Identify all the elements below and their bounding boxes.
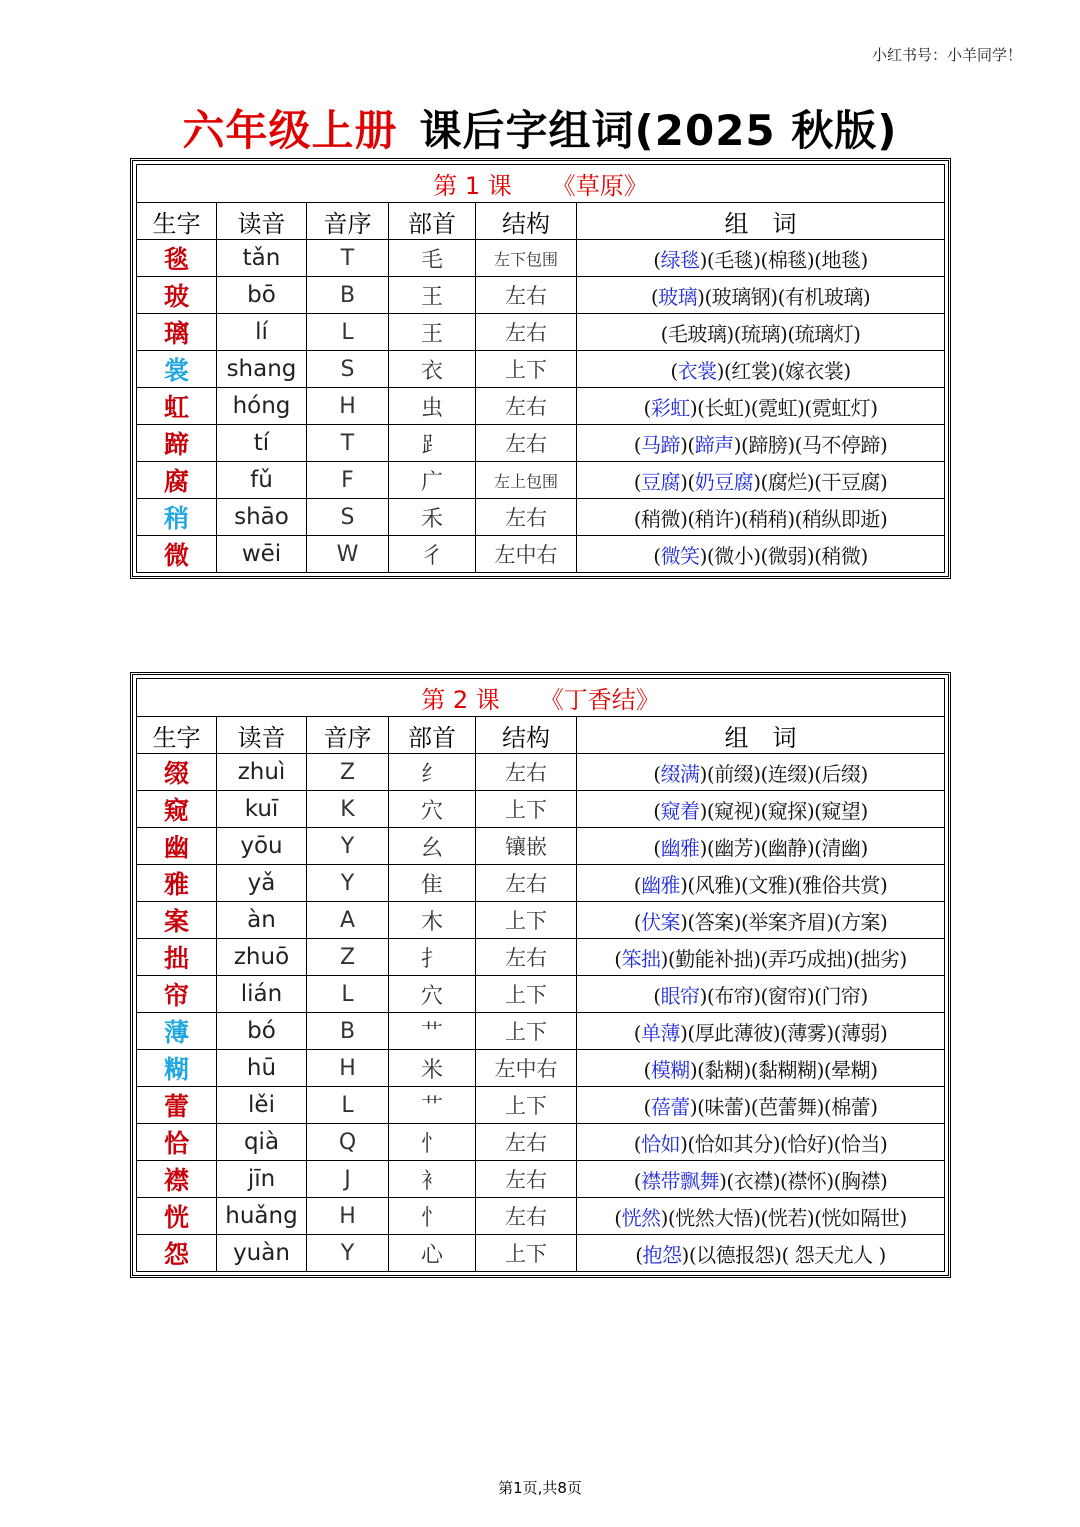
radical-cell: 衤	[389, 1161, 476, 1198]
table-row	[137, 939, 945, 976]
index-letter-cell: H	[307, 1050, 389, 1087]
watermark: 小红书号：小羊同学！	[871, 46, 1022, 64]
header-row	[137, 203, 945, 240]
structure-cell: 左右	[476, 499, 577, 536]
index-letter-cell: T	[307, 240, 389, 277]
pinyin-cell: yuàn	[217, 1235, 307, 1272]
word: 地毯	[821, 247, 861, 272]
column-header: 读音	[217, 717, 307, 754]
character-cell: 虹	[137, 388, 217, 425]
word: 马蹄	[641, 432, 681, 457]
column-header: 生字	[137, 203, 217, 240]
character-cell: 拙	[137, 939, 217, 976]
words-cell: (笨拙)(勤能补拙)(弄巧成拙)(拙劣)	[577, 939, 945, 976]
word: 衣裳	[677, 358, 717, 383]
lesson-title	[137, 679, 945, 717]
words-cell: (豆腐)(奶豆腐)(腐烂)(干豆腐)	[577, 462, 945, 499]
word: 方案	[840, 909, 880, 934]
structure-cell: 上下	[476, 351, 577, 388]
word: 胸襟	[840, 1168, 880, 1193]
words-cell: (单薄)(厚此薄彼)(薄雾)(薄弱)	[577, 1013, 945, 1050]
word: 幽雅	[641, 872, 681, 897]
index-letter-cell: Y	[307, 828, 389, 865]
word: 后缀	[821, 761, 861, 786]
word: 窥望	[821, 798, 861, 823]
word: 玻璃	[658, 284, 698, 309]
pinyin-cell: yǎ	[217, 865, 307, 902]
table-row	[137, 865, 945, 902]
table-row	[137, 976, 945, 1013]
radical-cell: 幺	[389, 828, 476, 865]
radical-cell: 穴	[389, 976, 476, 1013]
table-row	[137, 499, 945, 536]
pinyin-cell: tí	[217, 425, 307, 462]
table-row	[137, 1124, 945, 1161]
pinyin-cell: lí	[217, 314, 307, 351]
word: 稍微	[641, 506, 681, 531]
table-row	[137, 240, 945, 277]
pinyin-cell: bó	[217, 1013, 307, 1050]
character-cell: 糊	[137, 1050, 217, 1087]
word: 襟带飘舞	[641, 1168, 720, 1193]
word: 黏糊	[704, 1057, 744, 1082]
table-row	[137, 791, 945, 828]
words-cell: (襟带飘舞)(衣襟)(襟怀)(胸襟)	[577, 1161, 945, 1198]
word: 薄弱	[840, 1020, 880, 1045]
column-header: 音序	[307, 717, 389, 754]
words-cell: (恍然)(恍然大悟)(恍若)(恍如隔世)	[577, 1198, 945, 1235]
column-header: 组 词	[577, 203, 945, 240]
table-row	[137, 1235, 945, 1272]
words-cell: (眼帘)(布帘)(窗帘)(门帘)	[577, 976, 945, 1013]
word: 玻璃钢	[711, 284, 771, 309]
character-cell: 稍	[137, 499, 217, 536]
pinyin-cell: zhuì	[217, 754, 307, 791]
word: 马不停蹄	[801, 432, 880, 457]
pinyin-cell: àn	[217, 902, 307, 939]
word: 晕糊	[831, 1057, 871, 1082]
radical-cell: 艹	[389, 1013, 476, 1050]
index-letter-cell: F	[307, 462, 389, 499]
table-row	[137, 1050, 945, 1087]
column-header: 读音	[217, 203, 307, 240]
word: 连缀	[767, 761, 807, 786]
word: 恰如	[641, 1131, 681, 1156]
word: 琉璃灯	[794, 321, 854, 346]
word: 衣襟	[733, 1168, 773, 1193]
header-row	[137, 717, 945, 754]
character-cell: 缀	[137, 754, 217, 791]
lesson-name: 《丁香结》	[539, 686, 660, 714]
structure-cell: 上下	[476, 902, 577, 939]
pinyin-cell: hū	[217, 1050, 307, 1087]
table-row	[137, 462, 945, 499]
radical-cell: 忄	[389, 1198, 476, 1235]
structure-cell: 左中右	[476, 1050, 577, 1087]
column-header: 生字	[137, 717, 217, 754]
structure-cell: 左右	[476, 1124, 577, 1161]
word: 答案	[694, 909, 734, 934]
lesson-title-row	[137, 165, 945, 203]
lesson-title-row	[137, 679, 945, 717]
index-letter-cell: K	[307, 791, 389, 828]
index-letter-cell: W	[307, 536, 389, 573]
radical-cell: 心	[389, 1235, 476, 1272]
lesson-title	[137, 165, 945, 203]
words-cell: (玻璃)(玻璃钢)(有机玻璃)	[577, 277, 945, 314]
lesson-number: 第 2 课	[421, 686, 500, 714]
radical-cell: 虫	[389, 388, 476, 425]
word: 襟怀	[787, 1168, 827, 1193]
structure-cell: 左中右	[476, 536, 577, 573]
character-cell: 蹄	[137, 425, 217, 462]
title-subject: 课后字组词(2025 秋版)	[419, 106, 898, 155]
radical-cell: 忄	[389, 1124, 476, 1161]
word: 恍如隔世	[821, 1205, 900, 1230]
word: 文雅	[748, 872, 788, 897]
word: 稍稍	[748, 506, 788, 531]
radical-cell: 隹	[389, 865, 476, 902]
word: 黏糊糊	[758, 1057, 817, 1082]
word: 毛玻璃	[667, 321, 727, 346]
words-cell: (模糊)(黏糊)(黏糊糊)(晕糊)	[577, 1050, 945, 1087]
word: 伏案	[641, 909, 681, 934]
word: 红裳	[731, 358, 771, 383]
index-letter-cell: Z	[307, 939, 389, 976]
word: 稍许	[694, 506, 734, 531]
structure-cell: 左右	[476, 1161, 577, 1198]
index-letter-cell: L	[307, 976, 389, 1013]
word: 霓虹灯	[811, 395, 871, 420]
words-cell: (衣裳)(红裳)(嫁衣裳)	[577, 351, 945, 388]
word: 恰当	[840, 1131, 880, 1156]
table-row	[137, 902, 945, 939]
radical-cell: 禾	[389, 499, 476, 536]
table-row	[137, 1013, 945, 1050]
column-header: 结构	[476, 203, 577, 240]
table-row	[137, 828, 945, 865]
words-cell: (蓓蕾)(味蕾)(芭蕾舞)(棉蕾)	[577, 1087, 945, 1124]
column-header: 结构	[476, 717, 577, 754]
structure-cell: 左右	[476, 388, 577, 425]
word: 拙劣	[860, 946, 900, 971]
word: 微小	[714, 543, 754, 568]
word: 微弱	[767, 543, 807, 568]
table-row	[137, 314, 945, 351]
word: 棉蕾	[831, 1094, 871, 1119]
character-cell: 恰	[137, 1124, 217, 1161]
word: 蹄膀	[748, 432, 788, 457]
word: 蓓蕾	[650, 1094, 690, 1119]
radical-cell: 米	[389, 1050, 476, 1087]
index-letter-cell: L	[307, 314, 389, 351]
word: 抱怨	[642, 1242, 682, 1267]
words-cell: (毛玻璃)(琉璃)(琉璃灯)	[577, 314, 945, 351]
lesson-table-2	[130, 672, 951, 1278]
word: 豆腐	[641, 469, 681, 494]
word: 腐烂	[767, 469, 807, 494]
table-row	[137, 1161, 945, 1198]
structure-cell: 上下	[476, 976, 577, 1013]
words-cell: (稍微)(稍许)(稍稍)(稍纵即逝)	[577, 499, 945, 536]
table-row	[137, 536, 945, 573]
word: 恰如其分	[694, 1131, 773, 1156]
word: 清幽	[821, 835, 861, 860]
character-cell: 薄	[137, 1013, 217, 1050]
word: 幽雅	[660, 835, 700, 860]
character-cell: 窥	[137, 791, 217, 828]
word: 稍微	[821, 543, 861, 568]
word: 琉璃	[741, 321, 780, 346]
word: 彩虹	[650, 395, 690, 420]
table-row	[137, 388, 945, 425]
word: 毛毯	[714, 247, 754, 272]
word: 霓虹	[758, 395, 798, 420]
index-letter-cell: B	[307, 277, 389, 314]
character-cell: 襟	[137, 1161, 217, 1198]
words-cell: (缀满)(前缀)(连缀)(后缀)	[577, 754, 945, 791]
index-letter-cell: Y	[307, 865, 389, 902]
column-header: 音序	[307, 203, 389, 240]
word: 幽静	[767, 835, 807, 860]
radical-cell: 穴	[389, 791, 476, 828]
word: 薄雾	[787, 1020, 827, 1045]
index-letter-cell: Y	[307, 1235, 389, 1272]
word: 恍然	[621, 1205, 661, 1230]
character-cell: 微	[137, 536, 217, 573]
character-cell: 雅	[137, 865, 217, 902]
character-cell: 怨	[137, 1235, 217, 1272]
word: 眼帘	[660, 983, 700, 1008]
word: 布帘	[714, 983, 754, 1008]
character-cell: 案	[137, 902, 217, 939]
structure-cell: 左右	[476, 754, 577, 791]
pinyin-cell: lián	[217, 976, 307, 1013]
index-letter-cell: Z	[307, 754, 389, 791]
character-cell: 恍	[137, 1198, 217, 1235]
structure-cell: 左上包围	[476, 462, 577, 499]
character-cell: 裳	[137, 351, 217, 388]
pinyin-cell: bō	[217, 277, 307, 314]
word: 恍若	[767, 1205, 807, 1230]
words-cell: (彩虹)(长虹)(霓虹)(霓虹灯)	[577, 388, 945, 425]
radical-cell: 彳	[389, 536, 476, 573]
word: 恰好	[787, 1131, 827, 1156]
pinyin-cell: yōu	[217, 828, 307, 865]
pinyin-cell: shang	[217, 351, 307, 388]
table-row	[137, 1198, 945, 1235]
structure-cell: 左右	[476, 425, 577, 462]
index-letter-cell: T	[307, 425, 389, 462]
lesson-name: 《草原》	[551, 172, 648, 200]
structure-cell: 左右	[476, 1198, 577, 1235]
word: 举案齐眉	[748, 909, 827, 934]
word: 干豆腐	[821, 469, 880, 494]
character-cell: 蕾	[137, 1087, 217, 1124]
word: 前缀	[714, 761, 754, 786]
index-letter-cell: S	[307, 499, 389, 536]
word: 奶豆腐	[694, 469, 754, 494]
word: 恍然大悟	[675, 1205, 754, 1230]
words-cell: (伏案)(答案)(举案齐眉)(方案)	[577, 902, 945, 939]
words-cell: (抱怨)(以德报怨)( 怨天尤人 )	[577, 1235, 945, 1272]
table-row	[137, 351, 945, 388]
pinyin-cell: qià	[217, 1124, 307, 1161]
pinyin-cell: fǔ	[217, 462, 307, 499]
word: 怨天尤人	[788, 1242, 879, 1267]
pinyin-cell: tǎn	[217, 240, 307, 277]
word: 蹄声	[694, 432, 734, 457]
structure-cell: 左右	[476, 939, 577, 976]
word: 单薄	[641, 1020, 681, 1045]
words-cell: (马蹄)(蹄声)(蹄膀)(马不停蹄)	[577, 425, 945, 462]
radical-cell: 艹	[389, 1087, 476, 1124]
page-title	[0, 98, 1080, 158]
lesson-table-1	[130, 158, 951, 579]
word: 味蕾	[704, 1094, 744, 1119]
structure-cell: 左右	[476, 865, 577, 902]
radical-cell: 王	[389, 277, 476, 314]
words-cell: (绿毯)(毛毯)(棉毯)(地毯)	[577, 240, 945, 277]
structure-cell: 上下	[476, 1235, 577, 1272]
word: 绿毯	[660, 247, 700, 272]
radical-cell: 毛	[389, 240, 476, 277]
title-grade: 六年级上册	[182, 106, 398, 155]
words-cell: (恰如)(恰如其分)(恰好)(恰当)	[577, 1124, 945, 1161]
word: 窥着	[660, 798, 700, 823]
structure-cell: 左下包围	[476, 240, 577, 277]
word: 嫁衣裳	[784, 358, 844, 383]
pinyin-cell: jīn	[217, 1161, 307, 1198]
structure-cell: 左右	[476, 314, 577, 351]
word: 勤能补拙	[675, 946, 754, 971]
radical-cell: 纟	[389, 754, 476, 791]
radical-cell: 扌	[389, 939, 476, 976]
structure-cell: 镶嵌	[476, 828, 577, 865]
word: 芭蕾舞	[758, 1094, 817, 1119]
column-header: 部首	[389, 717, 476, 754]
structure-cell: 上下	[476, 1013, 577, 1050]
radical-cell: 广	[389, 462, 476, 499]
word: 缀满	[660, 761, 700, 786]
word: 窗帘	[767, 983, 807, 1008]
radical-cell: ⻊	[389, 425, 476, 462]
words-cell: (幽雅)(幽芳)(幽静)(清幽)	[577, 828, 945, 865]
words-cell: (窥着)(窥视)(窥探)(窥望)	[577, 791, 945, 828]
word: 以德报怨	[696, 1242, 775, 1267]
word: 厚此薄彼	[694, 1020, 773, 1045]
word: 窥探	[767, 798, 807, 823]
table-row	[137, 425, 945, 462]
structure-cell: 左右	[476, 277, 577, 314]
radical-cell: 王	[389, 314, 476, 351]
index-letter-cell: Q	[307, 1124, 389, 1161]
character-cell: 腐	[137, 462, 217, 499]
pinyin-cell: kuī	[217, 791, 307, 828]
pinyin-cell: zhuō	[217, 939, 307, 976]
pinyin-cell: huǎng	[217, 1198, 307, 1235]
structure-cell: 上下	[476, 1087, 577, 1124]
word: 幽芳	[714, 835, 754, 860]
words-cell: (幽雅)(风雅)(文雅)(雅俗共赏)	[577, 865, 945, 902]
character-cell: 帘	[137, 976, 217, 1013]
word: 长虹	[704, 395, 744, 420]
column-header: 组 词	[577, 717, 945, 754]
lesson-number: 第 1 课	[433, 172, 512, 200]
pinyin-cell: hóng	[217, 388, 307, 425]
word: 棉毯	[767, 247, 807, 272]
table-row	[137, 277, 945, 314]
word: 弄巧成拙	[767, 946, 846, 971]
radical-cell: 木	[389, 902, 476, 939]
index-letter-cell: L	[307, 1087, 389, 1124]
index-letter-cell: H	[307, 388, 389, 425]
word: 有机玻璃	[784, 284, 863, 309]
character-cell: 毯	[137, 240, 217, 277]
structure-cell: 上下	[476, 791, 577, 828]
word: 雅俗共赏	[801, 872, 880, 897]
character-cell: 玻	[137, 277, 217, 314]
word: 微笑	[660, 543, 700, 568]
word: 门帘	[821, 983, 861, 1008]
index-letter-cell: S	[307, 351, 389, 388]
word: 模糊	[650, 1057, 690, 1082]
word: 窥视	[714, 798, 754, 823]
word: 笨拙	[621, 946, 661, 971]
words-cell: (微笑)(微小)(微弱)(稍微)	[577, 536, 945, 573]
word: 风雅	[694, 872, 734, 897]
index-letter-cell: A	[307, 902, 389, 939]
pinyin-cell: wēi	[217, 536, 307, 573]
page-number: 第1页,共8页	[498, 1479, 582, 1497]
index-letter-cell: H	[307, 1198, 389, 1235]
table-row	[137, 754, 945, 791]
index-letter-cell: B	[307, 1013, 389, 1050]
index-letter-cell: J	[307, 1161, 389, 1198]
column-header: 部首	[389, 203, 476, 240]
radical-cell: 衣	[389, 351, 476, 388]
character-cell: 幽	[137, 828, 217, 865]
table-row	[137, 1087, 945, 1124]
pinyin-cell: lěi	[217, 1087, 307, 1124]
word: 稍纵即逝	[801, 506, 880, 531]
character-cell: 璃	[137, 314, 217, 351]
pinyin-cell: shāo	[217, 499, 307, 536]
